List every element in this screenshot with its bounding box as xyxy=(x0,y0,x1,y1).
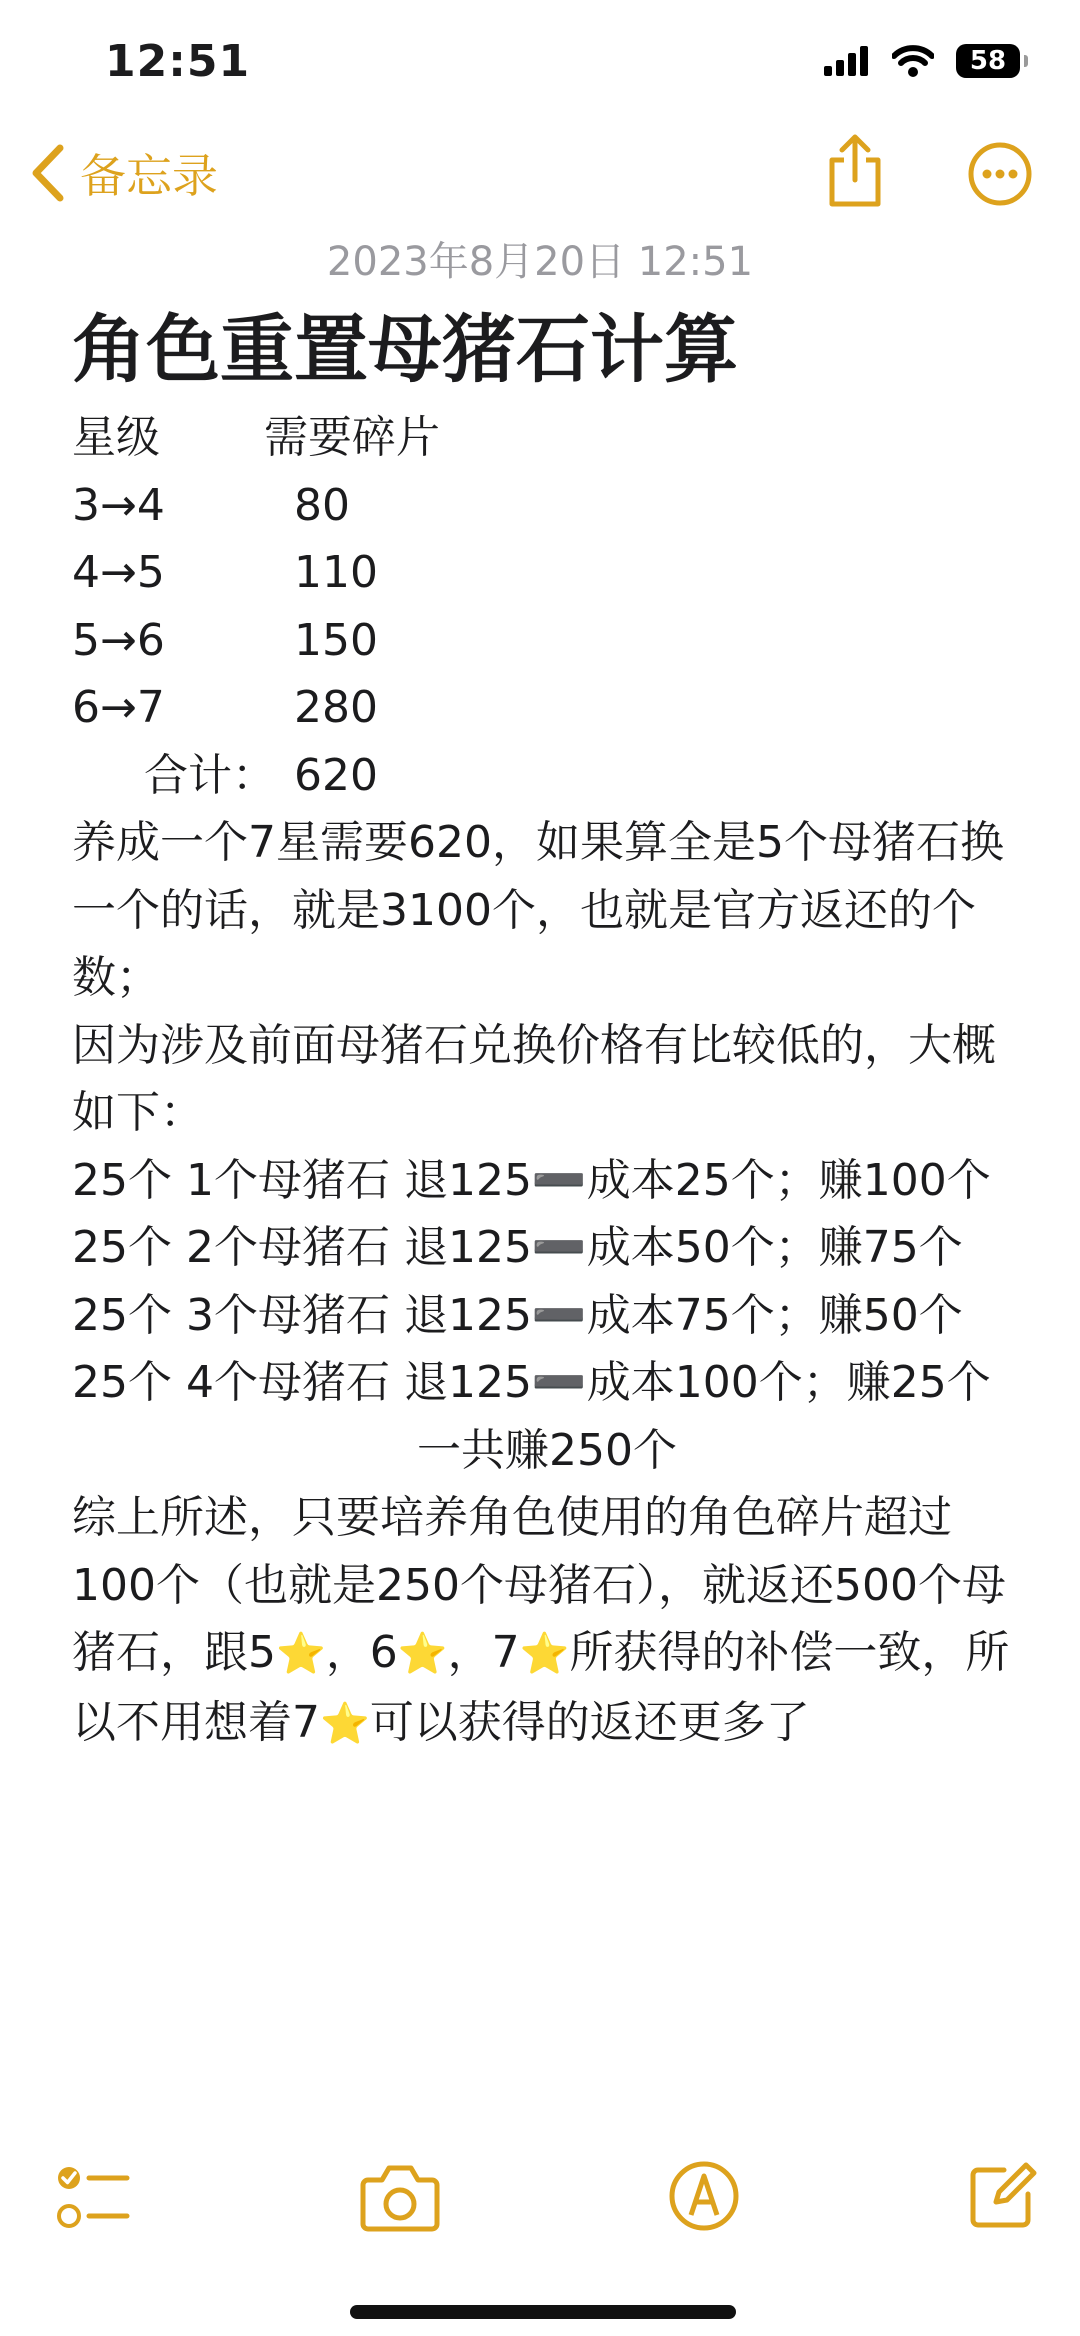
checklist-icon xyxy=(55,2160,131,2236)
star-icon: ⭐ xyxy=(519,1631,570,1677)
row-value: 280 xyxy=(294,682,378,733)
row-value: 80 xyxy=(294,479,350,531)
row-value: 150 xyxy=(294,614,378,666)
star-icon: ⭐ xyxy=(320,1700,370,1747)
conclusion-text: 综上所述，只要培养角色使用的角色碎片超过100个（也就是250个母猪石），就返还500个母猪石，跟5 xyxy=(72,1492,1006,1678)
note-date: 2023年8月20日 12:51 xyxy=(326,239,754,285)
sum-line: 一共赚250个 xyxy=(417,1424,677,1476)
calc-line: 25个 4个母猪石 退125➖成本100个；赚25个 xyxy=(72,1357,991,1408)
table-row xyxy=(72,607,1022,675)
conclusion-text: ，6 xyxy=(325,1627,398,1678)
battery-icon: 58 xyxy=(956,44,1020,78)
camera-icon xyxy=(360,2160,440,2234)
camera-button[interactable] xyxy=(360,2160,440,2238)
wifi-icon xyxy=(892,45,934,77)
row-level: 5→6 xyxy=(72,614,165,666)
header-star-level: 星级 xyxy=(72,412,160,463)
status-icons xyxy=(824,44,1020,78)
cellular-signal-icon xyxy=(824,46,870,76)
header-fragments: 需要碎片 xyxy=(264,412,440,463)
row-level: 4→5 xyxy=(72,547,165,598)
row-level: 3→4 xyxy=(72,479,165,531)
conclusion-paragraph xyxy=(72,1484,1022,1758)
back-label: 备忘录 xyxy=(80,149,218,203)
share-button[interactable] xyxy=(824,134,886,212)
calc-line: 25个 1个母猪石 退125➖成本25个；赚100个 xyxy=(72,1154,991,1206)
note-title: 角色重置母猪石计算 xyxy=(72,307,738,393)
compose-button[interactable] xyxy=(968,2160,1038,2234)
table-header xyxy=(72,404,1022,472)
more-icon xyxy=(968,142,1032,206)
paragraph: 因为涉及前面母猪石兑换价格有比较低的，大概如下： xyxy=(72,1019,996,1138)
back-button[interactable] xyxy=(30,140,218,206)
bottom-toolbar xyxy=(0,2150,1080,2250)
star-icon: ⭐ xyxy=(276,1631,326,1677)
share-icon xyxy=(824,134,886,208)
total-row xyxy=(72,742,1022,810)
row-value: 110 xyxy=(294,547,378,598)
star-icon: ⭐ xyxy=(397,1631,448,1677)
table-row xyxy=(72,539,1022,607)
checklist-button[interactable] xyxy=(55,2160,131,2240)
calc-line: 25个 2个母猪石 退125➖成本50个；赚75个 xyxy=(72,1222,963,1273)
markup-button[interactable] xyxy=(668,2160,740,2236)
row-level: 6→7 xyxy=(72,682,165,733)
conclusion-text: 可以获得的返还更多了 xyxy=(369,1696,810,1748)
conclusion-text: 所获得的补偿一致，所以不用想着7 xyxy=(72,1627,1010,1748)
table-row xyxy=(72,472,1022,540)
markup-icon xyxy=(668,2160,740,2232)
status-time: 12:51 xyxy=(105,36,251,87)
paragraph: 养成一个7星需要620，如果算全是5个母猪石换一个的话，就是3100个，也就是官方返还的个数； xyxy=(72,817,1004,1003)
note-body[interactable] xyxy=(72,300,1022,1758)
table-row xyxy=(72,674,1022,742)
conclusion-text: ，7 xyxy=(447,1627,520,1678)
more-button[interactable] xyxy=(968,142,1032,210)
home-indicator[interactable] xyxy=(350,2305,736,2319)
calc-line: 25个 3个母猪石 退125➖成本75个；赚50个 xyxy=(72,1289,963,1341)
total-label: 合计： xyxy=(144,749,276,801)
nav-bar xyxy=(0,130,1080,220)
status-bar xyxy=(0,0,1080,120)
total-value: 620 xyxy=(294,749,378,801)
compose-icon xyxy=(968,2160,1038,2230)
chevron-left-icon xyxy=(30,144,66,202)
